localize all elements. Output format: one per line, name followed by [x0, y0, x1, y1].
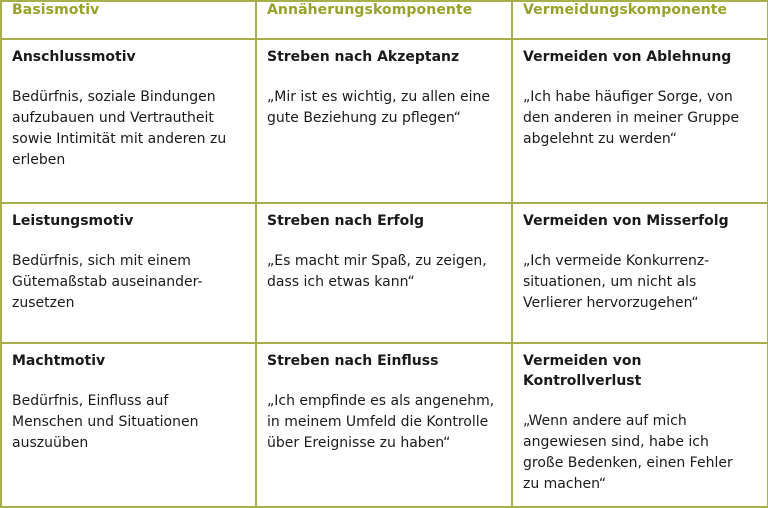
cell-avoidance: [512, 343, 768, 507]
header-vermeidungskomponente: Vermeidungskomponente: [512, 1, 768, 39]
table-row: [1, 39, 768, 203]
cell-title: Machtmotiv: [12, 353, 106, 369]
cell-text: „Es macht mir Spaß, zu zeigen, dass ich etwas kann“: [267, 253, 487, 290]
cell-basis: [1, 343, 256, 507]
cell-text: Bedürfnis, soziale Bindungen aufzubauen und Vertrautheit sowie Intimität mit anderen zu erleben: [12, 89, 227, 168]
header-basismotiv: Basismotiv: [1, 1, 256, 39]
cell-approach: [256, 203, 512, 343]
cell-basis: [1, 203, 256, 343]
cell-title: Anschlussmotiv: [12, 49, 136, 65]
cell-text: „Wenn andere auf mich angewiesen sind, habe ich große Bedenken, einen Fehler zu machen“: [523, 413, 733, 492]
cell-text: Bedürfnis, Einfluss auf Menschen und Situationen auszuüben: [12, 393, 199, 451]
cell-text: „Ich empfinde es als angenehm, in meinem Umfeld die Kontrolle über Ereignisse zu haben“: [267, 393, 495, 451]
table-row: [1, 343, 768, 507]
cell-title: Vermeiden von Misserfolg: [523, 213, 729, 229]
cell-avoidance: [512, 39, 768, 203]
cell-title: Leistungsmotiv: [12, 213, 134, 229]
cell-approach: [256, 39, 512, 203]
cell-title: Streben nach Akzeptanz: [267, 49, 460, 65]
cell-basis: [1, 39, 256, 203]
cell-title: Vermeiden von Kontrollverlust: [523, 353, 642, 389]
cell-approach: [256, 343, 512, 507]
table-row: [1, 203, 768, 343]
cell-avoidance: [512, 203, 768, 343]
cell-title: Vermeiden von Ablehnung: [523, 49, 732, 65]
cell-title: Streben nach Einfluss: [267, 353, 439, 369]
cell-text: „Ich vermeide Konkurrenz- situationen, um nicht als Verlierer hervorzugehen“: [523, 253, 710, 311]
cell-text: Bedürfnis, sich mit einem Gütemaßstab auseinander- zusetzen: [12, 253, 203, 311]
table-header-row: [1, 1, 768, 39]
cell-text: „Mir ist es wichtig, zu allen eine gute Beziehung zu pflegen“: [267, 89, 490, 126]
cell-title: Streben nach Erfolg: [267, 213, 425, 229]
cell-text: „Ich habe häufiger Sorge, von den anderen in meiner Gruppe abgelehnt zu werden“: [523, 89, 740, 147]
header-annaeherungskomponente: Annäherungskomponente: [256, 1, 512, 39]
